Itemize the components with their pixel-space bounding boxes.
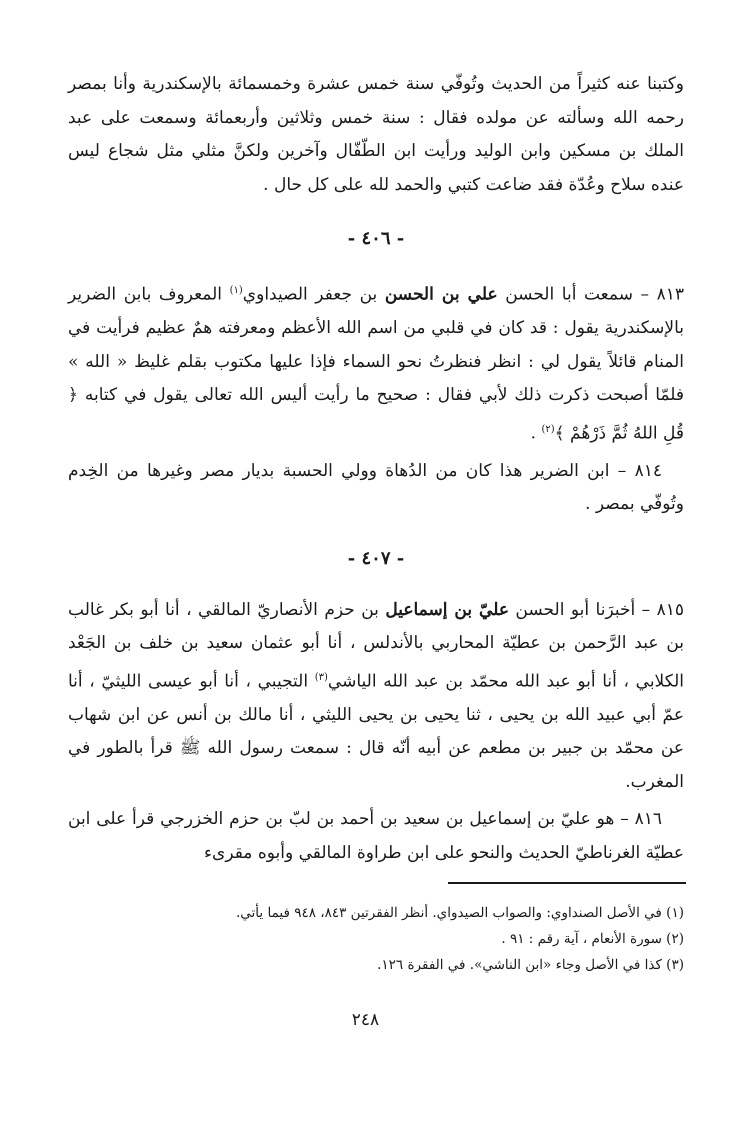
- footnote-marker: (٢): [541, 423, 555, 435]
- entry-text: بن جعفر الصيداوي: [242, 284, 385, 305]
- entry-text: التجيبي ، أنا أبو عيسى الليثيّ ، أنا عمّ أبي عبيد الله بن يحيى ، ثنا يحيى بن يحيى الليثي ، أنا مالك بن أنس عن ابن شهاب عن محمّد بن جبير بن مطعم عن أبيه أنّه قال : سمعت رسول الله ﷺ قرأ بالطور في المغرب.: [68, 671, 684, 792]
- paragraph-continuation: وكتبنا عنه كثيراً من الحديث وتُوفّي سنة خمس عشرة وخمسمائة بالإسكندرية وأنا بمصر رحمه الله وسألته عن مولده فقال : سنة خمس وثلاثين وأربعمائة وسمعت على عبد الملك بن مسكين وابن الوليد ورأيت ابن الطّفّال وآخرين ولكنَّ مثلي مثل شجاع ليس عنده سلاح وعُدّة فقد ضاعت كتبي والحمد لله على كل حال .: [68, 74, 684, 195]
- footnote-marker: (١): [229, 285, 243, 296]
- section-heading-406: - ٤٠٦ -: [347, 228, 405, 249]
- entry-814: ٨١٤ – ابن الضرير هذا كان من الدُهاة وولي الحسبة بديار مصر وغيرها من الخِدم وتُوفّي بمصر .: [68, 460, 684, 515]
- entry-815: [68, 594, 684, 800]
- footnote-2: (٢) سورة الأنعام ، آية رقم : ٩١ .: [501, 931, 684, 947]
- footnote-marker: (٣): [314, 671, 328, 683]
- entry-813: [68, 274, 684, 451]
- footnote-3: (٣) كذا في الأصل وجاء «ابن الناشي». في الفقرة ١٢٦.: [377, 957, 684, 973]
- entry-text: المعروف بابن الضرير بالإسكندرية يقول : قد كان في قلبي من اسم الله الأعظم ومعرفته همٌ عظيم فرأيت في المنام قائلاً يقول لي : انظر فنظرتُ نحو السماء فإذا عليها مكتوب بقلم غليظ « الله » فلمّا أصبحت ذكرت ذلك لأبي فقال : صحيح ما رأيت أليس الله تعالى يقول في كتابه ﴿ قُلِ اللهُ ثُمَّ ذَرْهُمْ ﴾: [68, 284, 684, 444]
- entry-lead: ٨١٥ – أخبرَنا أبو الحسن: [508, 599, 684, 620]
- page-number: ٢٤٨: [351, 1010, 380, 1030]
- entry-lead: ٨١٣ – سمعت أبا الحسن: [497, 284, 685, 305]
- person-name: علي بن الحسن: [384, 284, 498, 305]
- entry-text: بن حزم الأنصاريّ المالقي ، أنا أبو بكر غالب بن عبد الرَّحمن بن عطيّة المحاربي بالأندلس ، أنا أبو عثمان سعيد بن خلف بن الجَعْد الكلابي ، أنا أبو عبد الله محمّد بن عبد الله الياشي: [68, 599, 684, 692]
- footnotes: [68, 900, 684, 978]
- page-body: [68, 68, 684, 870]
- section-heading-407: - ٤٠٧ -: [347, 547, 405, 569]
- entry-text: .: [530, 423, 542, 444]
- footnote-divider: [448, 882, 686, 884]
- person-name: عليّ بن إسماعيل: [385, 599, 509, 620]
- entry-816: ٨١٦ – هو عليّ بن إسماعيل بن سعيد بن أحمد بن لبّ بن حزم الخزرجي قرأ على ابن عطيّة الغرناطيّ الحديث والنحو على ابن طراوة المالقي وأبوه مقرىء: [68, 809, 684, 863]
- footnote-1: (١) في الأصل الصنداوي: والصواب الصيدواي. أنظر الفقرتين ٨٤٣، ٩٤٨ فيما يأتي.: [236, 905, 684, 921]
